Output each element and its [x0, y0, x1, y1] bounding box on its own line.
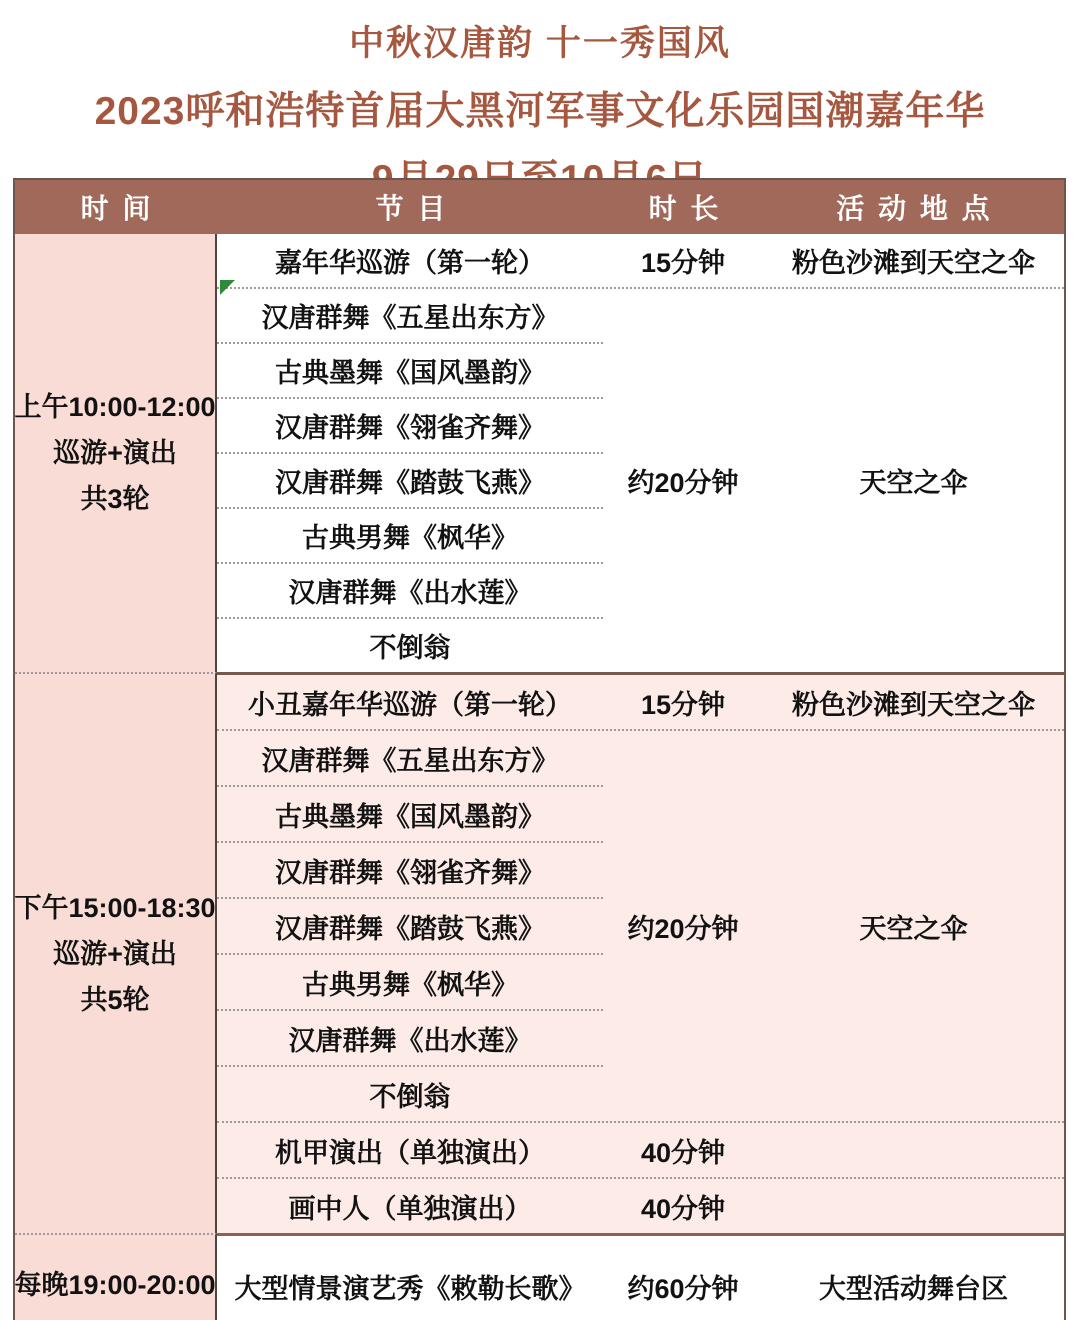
- program-name: 嘉年华巡游（第一轮）: [275, 248, 545, 278]
- morning-block: [15, 234, 1064, 672]
- header-location: 活 动 地 点: [836, 193, 993, 224]
- afternoon-time-rounds: 共5轮: [80, 984, 150, 1015]
- program-location: 粉色沙滩到天空之伞: [792, 248, 1035, 278]
- event-title-line2: 2023呼和浩特首届大黑河军事文化乐园国潮嘉年华: [94, 90, 986, 133]
- header-time: 时 间: [80, 193, 154, 224]
- morning-block-body: [217, 234, 1064, 672]
- table-row: [217, 234, 1064, 289]
- program-duration: 40分钟: [640, 1193, 726, 1224]
- evening-time-cell: [15, 1233, 217, 1320]
- program-location: 粉色沙滩到天空之伞: [792, 689, 1035, 720]
- morning-time-rounds: 共3轮: [80, 484, 150, 514]
- program-name: 汉唐群舞《踏鼓飞燕》: [217, 452, 603, 507]
- program-name: 不倒翁: [217, 1065, 603, 1121]
- program-name: 汉唐群舞《踏鼓飞燕》: [217, 897, 603, 953]
- program-name: 汉唐群舞《五星出东方》: [261, 745, 559, 776]
- cell-corner-flag-icon: [220, 280, 235, 295]
- afternoon-time-cell: [15, 672, 217, 1233]
- program-duration: 15分钟: [640, 689, 726, 720]
- afternoon-time-type: 巡游+演出: [53, 938, 177, 969]
- program-name: 不倒翁: [217, 617, 603, 672]
- program-name: 画中人（单独演出）: [288, 1193, 532, 1224]
- morning-time-range: 上午10:00-12:00: [14, 392, 216, 422]
- event-title-line1: 中秋汉唐韵 十一秀国风: [349, 24, 731, 63]
- evening-block-body: [217, 1233, 1064, 1320]
- schedule-table: [13, 178, 1066, 1320]
- program-name: 大型情景演艺秀《敕勒长歌》: [234, 1274, 586, 1304]
- table-header-row: [15, 180, 1064, 234]
- program-name: 机甲演出（单独演出）: [275, 1137, 545, 1168]
- program-location: 大型活动舞台区: [819, 1274, 1008, 1304]
- program-name: 古典男舞《枫华》: [217, 507, 603, 562]
- program-name: 小丑嘉年华巡游（第一轮）: [248, 689, 572, 720]
- afternoon-block-body: [217, 672, 1064, 1233]
- program-name: 汉唐群舞《出水莲》: [217, 562, 603, 617]
- program-duration: 40分钟: [640, 1137, 726, 1168]
- afternoon-block: [15, 672, 1064, 1233]
- program-duration: 约60分钟: [627, 1274, 739, 1304]
- program-name: 汉唐群舞《翎雀齐舞》: [217, 841, 603, 897]
- header-program: 节 目: [375, 193, 449, 224]
- morning-program-list: [217, 289, 603, 672]
- program-name: 古典墨舞《国风墨韵》: [217, 342, 603, 397]
- evening-block: [15, 1233, 1064, 1320]
- afternoon-merged-section: [217, 731, 1064, 1121]
- program-duration: 15分钟: [640, 248, 726, 278]
- merged-location: 天空之伞: [859, 468, 968, 498]
- program-name: 汉唐群舞《出水莲》: [217, 1009, 603, 1065]
- merged-duration: 约20分钟: [627, 913, 739, 944]
- merged-duration: 约20分钟: [627, 468, 739, 498]
- table-row: [217, 675, 1064, 731]
- afternoon-time-range: 下午15:00-18:30: [14, 892, 216, 923]
- program-name: 汉唐群舞《翎雀齐舞》: [217, 397, 603, 452]
- morning-merged-section: [217, 289, 1064, 672]
- morning-time-cell: [15, 234, 217, 672]
- table-row: [217, 1177, 1064, 1233]
- header-duration: 时 长: [648, 193, 722, 224]
- merged-location: 天空之伞: [859, 913, 968, 944]
- table-row: [217, 1236, 1064, 1320]
- program-name: 古典男舞《枫华》: [217, 953, 603, 1009]
- title-block: [0, 0, 1080, 204]
- table-row: [217, 1121, 1064, 1177]
- evening-time-range: 每晚19:00-20:00: [14, 1269, 216, 1300]
- morning-time-type: 巡游+演出: [53, 438, 177, 468]
- program-name: 汉唐群舞《五星出东方》: [261, 303, 559, 333]
- program-name: 古典墨舞《国风墨韵》: [217, 785, 603, 841]
- afternoon-program-list: [217, 731, 603, 1121]
